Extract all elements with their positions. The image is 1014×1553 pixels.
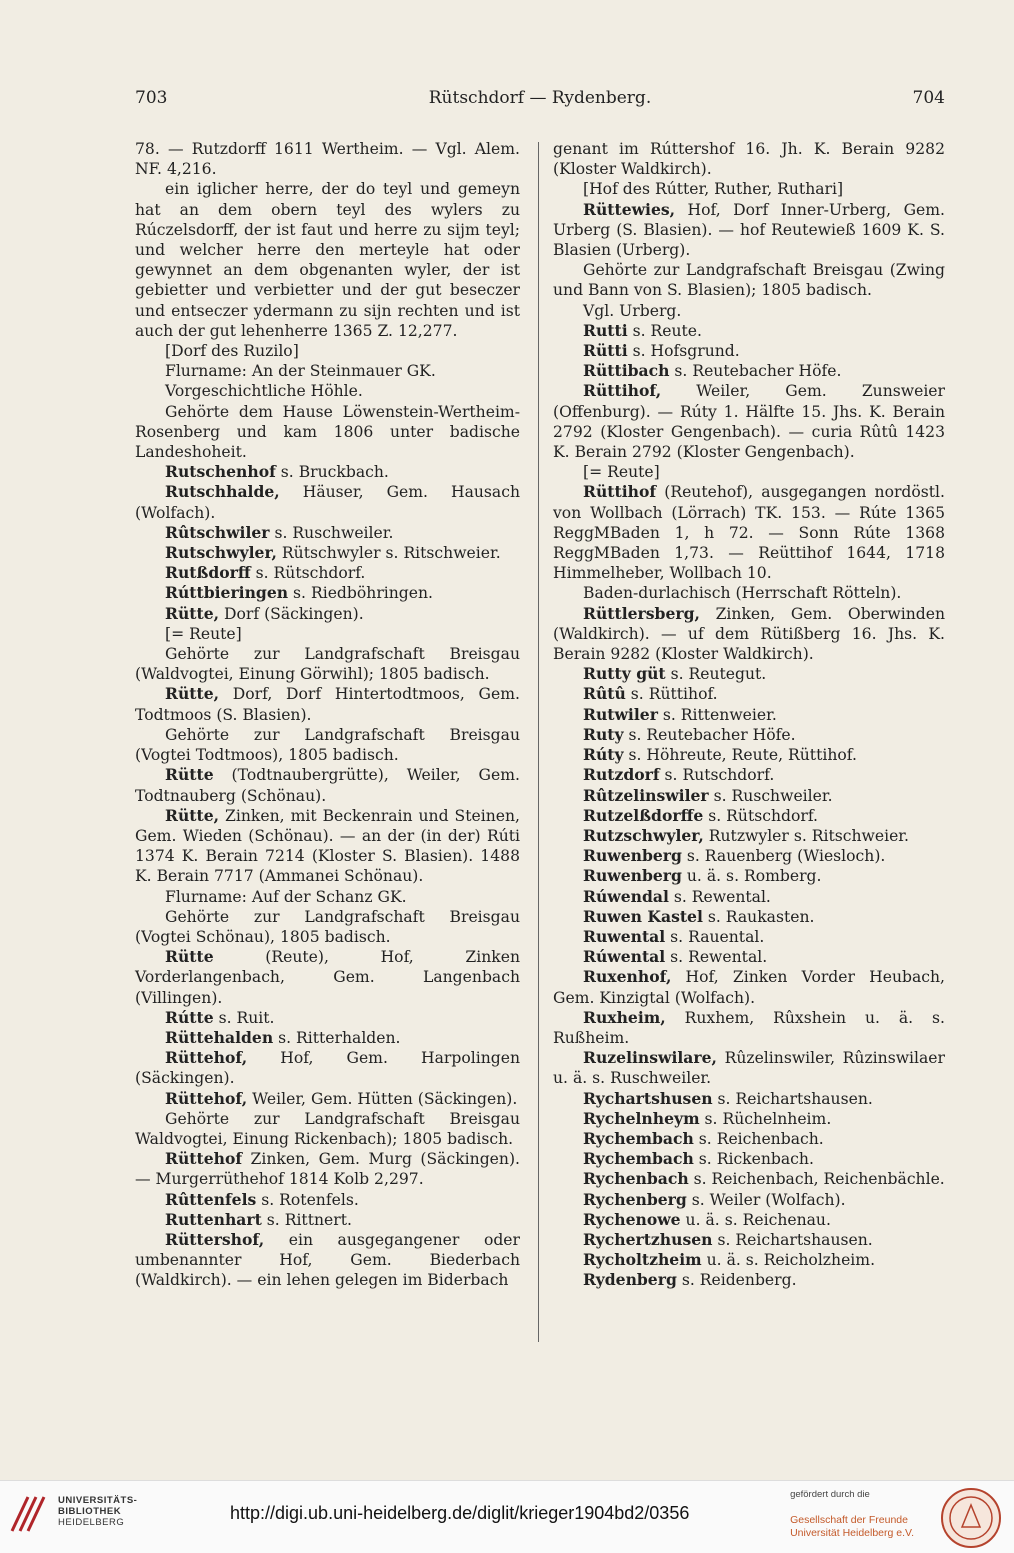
entry-headword: Ruxheim, (583, 1007, 666, 1027)
column-divider (538, 142, 539, 1342)
entry-paragraph: [Dorf des Ruzilo] (165, 342, 299, 361)
entry-text: Hof, Dorf Inner-Urberg, Gem. Urberg (S. Blasien). — hof Reutewieß 1609 K. S. Blasien (Urberg). (553, 200, 945, 260)
entry-text: s. Reutebacher Höfe. (623, 725, 796, 744)
entry-headword: Ruwental (583, 926, 666, 946)
dictionary-entry (553, 321, 945, 341)
dictionary-entry (553, 1048, 945, 1088)
university-seal-icon (940, 1487, 1002, 1549)
entry-text: s. Rewental. (665, 948, 768, 967)
entry-headword: Rychertzhusen (583, 1229, 713, 1249)
dictionary-entry (135, 462, 520, 482)
entry-text: u. ä. s. Romberg. (681, 867, 822, 886)
library-name: UNIVERSITÄTS- BIBLIOTHEK HEIDELBERG (58, 1495, 138, 1528)
entry-headword: Rütte (165, 947, 214, 967)
dictionary-entry (553, 604, 945, 665)
entry-text: s. Rauenberg (Wiesloch). (681, 847, 886, 866)
entry-headword: Rutschhalde, (165, 482, 280, 502)
entry-headword: Rüttibach (583, 361, 670, 381)
entry-text: Weiler, Gem. Zunsweier (Offenburg). — Rúty 1. Hälfte 15. Jhs. K. Berain 2792 (Kloster Gengenbach). — curia Rûtû 1423 K. Berain 2792 (Kloster Gengenbach). (553, 382, 945, 462)
entry-headword: Rüttlersberg, (583, 603, 700, 623)
dictionary-entry (553, 705, 945, 725)
dictionary-entry (553, 381, 945, 462)
entry-text: s. Rotenfels. (256, 1190, 359, 1209)
dictionary-entry (553, 341, 945, 361)
entry-headword: Rütti (583, 341, 628, 361)
dictionary-entry (553, 725, 945, 745)
entry-headword: Rutzelßdorffe (583, 805, 704, 825)
dictionary-entry (553, 1250, 945, 1270)
entry-paragraph: [= Reute] (165, 624, 242, 643)
entry-headword: Rüttihof, (583, 381, 662, 401)
dictionary-entry (553, 907, 945, 927)
dictionary-entry (553, 1190, 945, 1210)
entry-text: s. Höhreute, Reute, Rüttihof. (623, 746, 857, 765)
entry-headword: Ruxenhof, (583, 967, 672, 987)
entry-text: s. Reidenberg. (676, 1271, 797, 1290)
entry-headword: Rutzdorf (583, 765, 660, 785)
entry-headword: Rütte (165, 765, 214, 785)
entry-text: s. Rütschdorf. (703, 806, 818, 825)
entry-headword: Rüttewies, (583, 199, 676, 219)
entry-headword: Ruwenberg (583, 866, 682, 886)
entry-text: Weiler, Gem. Hütten (Säckingen). (247, 1089, 518, 1108)
entry-headword: Rüttihof (583, 482, 657, 502)
dictionary-entry (135, 1089, 520, 1109)
entry-text: s. Ritterhalden. (273, 1028, 401, 1047)
entry-paragraph: [Hof des Rútter, Ruther, Ruthari] (583, 180, 844, 199)
dictionary-entry (135, 523, 520, 543)
entry-headword: Rychembach (583, 1149, 694, 1169)
dictionary-entry (135, 563, 520, 583)
entry-headword: Rûtzelinswiler (583, 785, 709, 805)
entry-headword: Rutschwyler, (165, 543, 277, 563)
entry-headword: Rúwental (583, 947, 666, 967)
library-logo-icon (8, 1491, 50, 1537)
entry-text: u. ä. s. Reichenau. (680, 1210, 831, 1229)
entry-paragraph: Vgl. Urberg. (583, 301, 682, 320)
entry-text: s. Reichenbach. (693, 1129, 824, 1148)
dictionary-entry (553, 967, 945, 1007)
entry-headword: Ruty (583, 724, 624, 744)
running-title: Rütschdorf — Rydenberg. (428, 88, 652, 108)
entry-text: Zinken, mit Beckenrain und Steinen, Gem. Wieden (Schönau). — an der (in der) Rúti 1374 K. Berain 7214 (Kloster S. Blasien). 1488 K. Berain 7717 (Ammanei Schönau). (135, 806, 520, 886)
entry-paragraph: Gehörte zur Landgrafschaft Breisgau (Waldvogtei, Einung Görwihl); 1805 badisch. (135, 645, 520, 684)
dictionary-entry (553, 1149, 945, 1169)
entry-text: s. Ruschweiler. (708, 786, 833, 805)
sponsor-intro: gefördert durch die (790, 1489, 870, 1500)
entry-headword: Rütte, (165, 603, 220, 623)
dictionary-entry (553, 361, 945, 381)
dictionary-entry (553, 684, 945, 704)
entry-paragraph: Baden-durlachisch (Herrschaft Rötteln). (583, 584, 902, 603)
entry-text: s. Reute. (627, 321, 702, 340)
entry-headword: Rüttershof, (165, 1229, 265, 1249)
entry-headword: Rychelnheym (583, 1108, 700, 1128)
entry-text: s. Raukasten. (702, 907, 815, 926)
entry-headword: Rutty güt (583, 664, 666, 684)
continued-text: genant im Rúttershof 16. Jh. K. Berain 9282 (Kloster Waldkirch). (553, 140, 945, 179)
sponsor-name: Gesellschaft der Freunde Universität Heidelberg e.V. (790, 1514, 914, 1539)
entry-headword: Rütte, (165, 805, 220, 825)
dictionary-entry (135, 765, 520, 805)
entry-text: s. Rewental. (668, 887, 771, 906)
dictionary-entry (135, 1230, 520, 1291)
entry-headword: Ruwenberg (583, 846, 682, 866)
entry-text: Dorf, Dorf Hintertodtmoos, Gem. Todtmoos (S. Blasien). (135, 685, 520, 724)
entry-text: s. Rutschdorf. (659, 766, 775, 785)
dictionary-entry (553, 786, 945, 806)
entry-paragraph: ein iglicher herre, der do teyl und gemeyn hat an dem obern teyl des wylers zu Rúczelsdorff, der ist faut und herre zu sijm teyl; und welcher herre den merteyle hat oder gewynnet an dem obgenanten wyler, der ist gebietter und verbietter und der gut beseczer und entseczer ydermann zu sijn rechten und ist auch der gut lehenherre 1365 Z. 12,277. (135, 180, 520, 340)
entry-text: Rutzwyler s. Ritschweier. (703, 826, 909, 845)
viewer-footer (0, 1480, 1014, 1553)
entry-text: s. Bruckbach. (275, 463, 389, 482)
dictionary-entry (135, 1008, 520, 1028)
entry-headword: Rúttbieringen (165, 583, 289, 603)
dictionary-entry (553, 826, 945, 846)
entry-headword: Ruwen Kastel (583, 906, 703, 926)
entry-text: s. Rauental. (665, 927, 765, 946)
dictionary-entry (553, 887, 945, 907)
entry-paragraph: Flurname: Auf der Schanz GK. (165, 887, 407, 906)
dictionary-entry (135, 806, 520, 887)
entry-paragraph: [= Reute] (583, 463, 660, 482)
dictionary-entry (553, 1270, 945, 1290)
dictionary-entry (553, 846, 945, 866)
sponsor-block (790, 1489, 914, 1540)
dictionary-entry (135, 1048, 520, 1088)
entry-text: s. Reichenbach, Reichenbächle. (688, 1170, 945, 1189)
entry-text: s. Riedböhringen. (288, 584, 434, 603)
entry-text: Hof, Gem. Harpolingen (Säckingen). (135, 1049, 520, 1088)
dictionary-entry (553, 866, 945, 886)
dictionary-entry (553, 765, 945, 785)
page-number-right: 704 (912, 88, 945, 108)
entry-headword: Rúty (583, 745, 624, 765)
entry-headword: Rutwiler (583, 704, 658, 724)
entry-paragraph: Gehörte zur Landgrafschaft Breisgau (Zwing und Bann von S. Blasien); 1805 badisch. (553, 261, 945, 300)
dictionary-entry (553, 745, 945, 765)
entry-headword: Rüttehalden (165, 1027, 274, 1047)
entry-headword: Rychartshusen (583, 1088, 713, 1108)
permalink-url[interactable]: http://digi.ub.uni-heidelberg.de/diglit/krieger1904bd2/0356 (230, 1503, 690, 1523)
dictionary-entry (553, 1109, 945, 1129)
entry-text: s. Ruschweiler. (269, 523, 394, 542)
entry-text: Dorf (Säckingen). (219, 604, 364, 623)
entry-headword: Rüttehof, (165, 1048, 248, 1068)
dictionary-entry (135, 1190, 520, 1210)
dictionary-entry (135, 604, 520, 624)
entry-text: s. Rüchelnheim. (699, 1109, 832, 1128)
entry-text: s. Hofsgrund. (627, 342, 740, 361)
dictionary-entry (135, 947, 520, 1008)
dictionary-entry (553, 947, 945, 967)
dictionary-entry (135, 482, 520, 522)
entry-headword: Rychenbach (583, 1169, 689, 1189)
entry-headword: Rûtschwiler (165, 522, 270, 542)
dictionary-entry (135, 684, 520, 724)
dictionary-entry (135, 583, 520, 603)
entry-text: s. Reichartshausen. (712, 1089, 873, 1108)
continued-text: 78. — Rutzdorff 1611 Wertheim. — Vgl. Alem. NF. 4,216. (135, 140, 520, 179)
entry-headword: Rutschenhof (165, 462, 276, 482)
entry-headword: Rútte (165, 1007, 214, 1027)
entry-headword: Rûtû (583, 684, 626, 704)
entry-text: Zinken, Gem. Murg (Säckingen). — Murgerrüthehof 1814 Kolb 2,297. (135, 1150, 520, 1189)
entry-text: (Todtnaubergrütte), Weiler, Gem. Todtnauberg (Schönau). (135, 766, 520, 805)
entry-text: s. Rickenbach. (693, 1150, 814, 1169)
entry-text: s. Reichartshausen. (712, 1230, 873, 1249)
entry-paragraph: Gehörte zur Landgrafschaft Breisgau (Vogtei Schönau), 1805 badisch. (135, 907, 520, 946)
entry-text: Häuser, Gem. Hausach (Wolfach). (135, 483, 520, 522)
entry-paragraph: Flurname: An der Steinmauer GK. (165, 362, 436, 381)
entry-headword: Rüttehof (165, 1149, 243, 1169)
entry-text: s. Ruit. (213, 1008, 275, 1027)
dictionary-entry (135, 1149, 520, 1189)
entry-headword: Rutzschwyler, (583, 825, 704, 845)
entry-text: Zinken, Gem. Oberwinden (Waldkirch). — uf dem Rütißberg 16. Jhs. K. Berain 9282 (Kloster Waldkirch). (553, 604, 945, 664)
entry-headword: Rúwendal (583, 886, 669, 906)
dictionary-entry (135, 1210, 520, 1230)
entry-text: s. Rütschdorf. (250, 564, 366, 583)
entry-headword: Rüttehof, (165, 1088, 248, 1108)
entry-headword: Rütte, (165, 684, 220, 704)
left-column (135, 139, 520, 1291)
entry-text: Hof, Zinken Vorder Heubach, Gem. Kinzigtal (Wolfach). (553, 968, 945, 1007)
entry-headword: Rutßdorff (165, 563, 251, 583)
entry-text: s. Rittnert. (261, 1210, 352, 1229)
entry-headword: Rychenowe (583, 1209, 681, 1229)
entry-text: s. Rüttihof. (625, 685, 718, 704)
entry-text: s. Reutebacher Höfe. (669, 362, 842, 381)
entry-headword: Rycholtzheim (583, 1250, 702, 1270)
page-number-left: 703 (135, 88, 168, 108)
entry-paragraph: Gehörte dem Hause Löwenstein-Wertheim-Rosenberg und kam 1806 unter badische Landeshoheit. (135, 402, 520, 462)
entry-text: s. Reutegut. (665, 665, 767, 684)
entry-text: Rütschwyler s. Ritschweier. (276, 544, 501, 563)
dictionary-entry (553, 1008, 945, 1048)
entry-headword: Rûttenfels (165, 1189, 257, 1209)
entry-headword: Rutti (583, 320, 628, 340)
entry-headword: Ruzelinswilare, (583, 1048, 717, 1068)
dictionary-entry (553, 806, 945, 826)
dictionary-entry (553, 1129, 945, 1149)
dictionary-entry (553, 927, 945, 947)
entry-text: Rûzelinswiler, Rûzinswilaer u. ä. s. Ruschweiler. (553, 1049, 945, 1088)
entry-paragraph: Vorgeschichtliche Höhle. (165, 382, 363, 401)
dictionary-entry (553, 482, 945, 583)
dictionary-entry (553, 664, 945, 684)
entry-text: s. Weiler (Wolfach). (686, 1190, 846, 1209)
entry-text: s. Rittenweier. (657, 705, 777, 724)
entry-text: Ruxhem, Rûxshein u. ä. s. Rußheim. (553, 1008, 945, 1047)
dictionary-entry (553, 1210, 945, 1230)
entry-headword: Ruttenhart (165, 1209, 262, 1229)
entry-text: u. ä. s. Reicholzheim. (701, 1251, 876, 1270)
entry-text: ein ausgegangener oder umbenannter Hof, Gem. Biederbach (Waldkirch). — ein lehen gelegen im Biderbach (135, 1230, 520, 1290)
right-column (553, 139, 945, 1291)
entry-text: (Reutehof), ausgegangen nordöstl. von Wollbach (Lörrach) TK. 153. — Rúte 1365 ReggMBaden 1, h 72. — Sonn Rúte 1368 ReggMBaden 1,73. — Reüttihof 1644, 1718 Himmelheber, Wollbach 10. (553, 483, 945, 583)
dictionary-entry (135, 1028, 520, 1048)
entry-headword: Rydenberg (583, 1270, 677, 1290)
dictionary-entry (553, 1230, 945, 1250)
dictionary-entry (135, 543, 520, 563)
dictionary-entry (553, 1089, 945, 1109)
entry-headword: Rychenberg (583, 1189, 687, 1209)
dictionary-entry (553, 200, 945, 261)
entry-paragraph: Gehörte zur Landgrafschaft Breisgau (Vogtei Todtmoos), 1805 badisch. (135, 725, 520, 765)
page-header (135, 88, 945, 114)
entry-paragraph: Gehörte zur Landgrafschaft Breisgau Waldvogtei, Einung Rickenbach); 1805 badisch. (135, 1109, 520, 1148)
dictionary-entry (553, 1169, 945, 1189)
entry-headword: Rychembach (583, 1128, 694, 1148)
entry-text: (Reute), Hof, Zinken Vorderlangenbach, Gem. Langenbach (Villingen). (135, 948, 520, 1007)
